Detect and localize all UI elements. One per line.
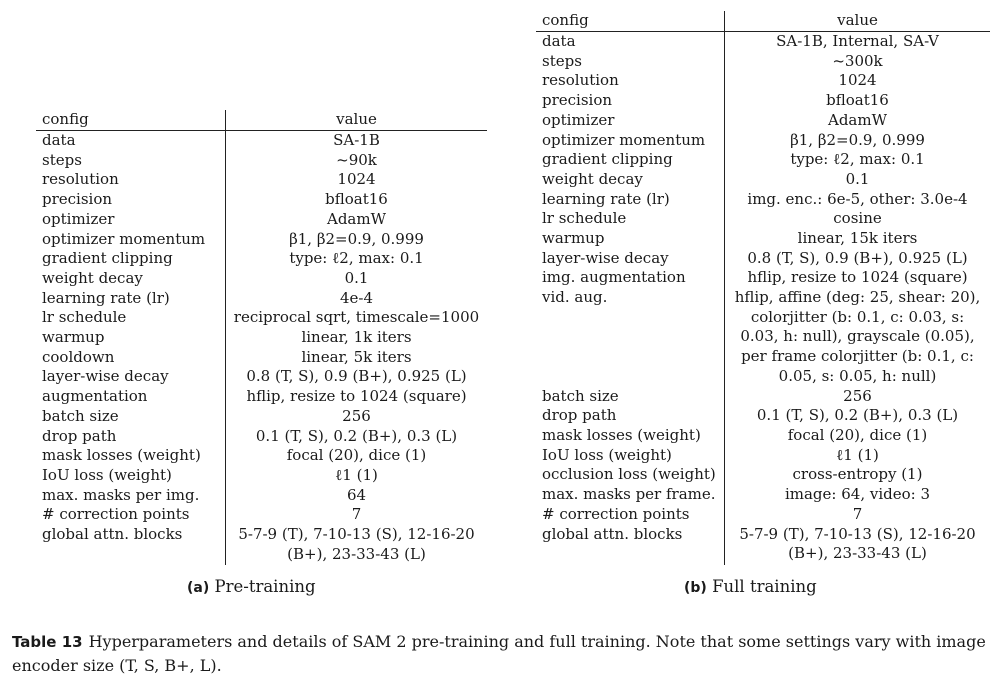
config-cell: gradient clipping <box>42 249 173 268</box>
value-cell: reciprocal sqrt, timescale=1000 <box>233 308 480 327</box>
table-number: Table 13 <box>12 633 83 651</box>
value-cell: 0.05, s: 0.05, h: null) <box>778 366 937 385</box>
config-cell: warmup <box>542 229 605 247</box>
table-row <box>536 426 990 446</box>
table-row <box>36 348 487 368</box>
table-row <box>36 505 487 525</box>
table-row <box>36 427 487 447</box>
table-row <box>36 151 487 171</box>
config-cell: IoU loss (weight) <box>542 445 672 464</box>
value-cell: hflip, resize to 1024 (square) <box>246 387 467 406</box>
table-row <box>36 466 487 486</box>
config-cell: precision <box>42 190 113 209</box>
config-cell: optimizer <box>542 110 615 129</box>
table-row <box>36 249 487 269</box>
config-cell: IoU loss (weight) <box>42 465 172 484</box>
value-cell: per frame colorjitter (b: 0.1, c: <box>741 347 974 366</box>
header-config: config <box>42 110 89 128</box>
table-row <box>536 91 990 111</box>
value-cell: 0.8 (T, S), 0.9 (B+), 0.925 (L) <box>246 367 467 386</box>
table-row <box>36 486 487 506</box>
table-row <box>536 170 990 190</box>
table-row <box>536 71 990 91</box>
value-cell: hflip, resize to 1024 (square) <box>747 268 968 287</box>
value-cell: 0.1 (T, S), 0.2 (B+), 0.3 (L) <box>756 406 959 425</box>
value-cell: 4e-4 <box>339 288 374 307</box>
value-cell: linear, 15k iters <box>797 229 918 247</box>
table-row <box>36 407 487 427</box>
table-row <box>536 465 990 485</box>
config-cell: # correction points <box>542 504 690 523</box>
table-row <box>536 52 990 72</box>
table-row <box>536 387 990 407</box>
value-cell: cosine <box>833 209 882 228</box>
value-cell: colorjitter (b: 0.1, c: 0.03, s: <box>750 307 965 326</box>
table-header <box>536 11 990 31</box>
config-cell: cooldown <box>42 347 115 366</box>
config-cell: steps <box>42 150 82 169</box>
table-row <box>536 485 990 505</box>
header-config: config <box>542 11 589 29</box>
config-cell: vid. aug. <box>542 288 608 307</box>
value-cell: image: 64, video: 3 <box>784 485 931 504</box>
subcaption-a-label: (a) <box>187 580 210 596</box>
value-cell: 64 <box>346 485 367 504</box>
table-row <box>536 406 990 426</box>
config-cell: mask losses (weight) <box>42 446 201 465</box>
subcaption-a <box>187 577 316 596</box>
config-cell: layer-wise decay <box>42 367 169 386</box>
value-cell: 5-7-9 (T), 7-10-13 (S), 12-16-20 <box>739 524 976 543</box>
value-cell: ℓ1 (1) <box>335 465 378 484</box>
value-cell: ~90k <box>336 150 377 169</box>
table-row <box>536 288 990 387</box>
config-cell: lr schedule <box>42 308 127 327</box>
header-value: value <box>837 11 878 29</box>
subcaption-b-text: Full training <box>712 577 817 596</box>
value-cell: 5-7-9 (T), 7-10-13 (S), 12-16-20 <box>238 525 475 543</box>
table-row <box>536 209 990 229</box>
config-cell: weight decay <box>542 169 643 188</box>
caption-text: Hyperparameters and details of SAM 2 pre-training and full training. Note that some settings vary with image encoder size (T, S, B+, L). <box>12 632 986 675</box>
value-cell: linear, 5k iters <box>301 347 412 366</box>
value-cell: 1024 <box>337 170 376 189</box>
table-row <box>536 525 990 564</box>
table-caption <box>12 630 997 678</box>
table-row <box>36 269 487 289</box>
table-row <box>36 308 487 328</box>
config-cell: img. augmentation <box>542 268 686 287</box>
config-cell: data <box>542 32 576 50</box>
config-cell: precision <box>542 91 613 110</box>
table-row <box>536 150 990 170</box>
config-cell: occlusion loss (weight) <box>542 465 716 484</box>
config-cell: max. masks per frame. <box>542 485 716 504</box>
table-row <box>36 367 487 387</box>
table-row <box>536 446 990 466</box>
value-cell: (B+), 23-33-43 (L) <box>788 544 927 563</box>
header-value: value <box>336 110 377 128</box>
value-cell: bfloat16 <box>826 91 889 110</box>
config-cell: drop path <box>542 406 617 425</box>
value-cell: focal (20), dice (1) <box>787 426 928 444</box>
table-row <box>36 170 487 190</box>
subcaption-b <box>684 577 817 596</box>
table-header <box>36 110 487 130</box>
table-row <box>36 210 487 230</box>
config-cell: optimizer <box>42 209 115 228</box>
config-cell: augmentation <box>42 387 148 406</box>
config-cell: steps <box>542 51 582 70</box>
table-row <box>536 505 990 525</box>
config-cell: resolution <box>542 71 619 90</box>
table-row <box>536 229 990 249</box>
table-row <box>36 446 487 466</box>
full-training-table <box>536 11 990 565</box>
value-cell: 0.1 (T, S), 0.2 (B+), 0.3 (L) <box>255 426 458 445</box>
value-cell: bfloat16 <box>325 190 388 209</box>
value-cell: 7 <box>852 504 863 523</box>
value-cell: β1, β2=0.9, 0.999 <box>790 130 925 149</box>
table-row <box>36 230 487 250</box>
config-cell: drop path <box>42 426 117 445</box>
subcaption-b-label: (b) <box>684 580 707 596</box>
value-cell: ~300k <box>832 51 883 70</box>
config-cell: optimizer momentum <box>542 130 706 149</box>
value-cell: 256 <box>843 386 872 405</box>
config-cell: mask losses (weight) <box>542 426 701 444</box>
table-row <box>36 289 487 309</box>
value-cell: 7 <box>351 505 362 524</box>
table-row <box>536 249 990 269</box>
config-cell: batch size <box>42 406 119 425</box>
config-cell: # correction points <box>42 505 190 524</box>
config-cell: learning rate (lr) <box>542 189 670 208</box>
value-cell: img. enc.: 6e-5, other: 3.0e-4 <box>747 189 968 208</box>
table-row <box>36 387 487 407</box>
value-cell: cross-entropy (1) <box>792 465 923 484</box>
table-row <box>36 190 487 210</box>
config-cell: layer-wise decay <box>542 248 669 267</box>
value-cell: 256 <box>342 406 371 425</box>
config-cell: data <box>42 131 76 149</box>
value-cell: 1024 <box>838 71 877 90</box>
value-cell: focal (20), dice (1) <box>286 446 427 465</box>
config-cell: warmup <box>42 328 105 346</box>
table-row <box>36 328 487 348</box>
subcaption-a-text: Pre-training <box>214 577 316 596</box>
value-cell: 0.03, h: null), grayscale (0.05), <box>740 327 975 346</box>
value-cell: type: ℓ2, max: 0.1 <box>790 150 925 169</box>
value-cell: AdamW <box>827 110 888 129</box>
config-cell: gradient clipping <box>542 150 673 169</box>
value-cell: SA-1B <box>333 131 380 149</box>
config-cell: resolution <box>42 170 119 189</box>
config-cell: batch size <box>542 386 619 405</box>
value-cell: 0.1 <box>344 268 369 287</box>
value-cell: SA-1B, Internal, SA-V <box>776 32 939 50</box>
config-cell: global attn. blocks <box>542 524 683 543</box>
value-cell: 0.1 <box>845 169 870 188</box>
value-cell: AdamW <box>326 209 387 228</box>
config-cell: learning rate (lr) <box>42 288 170 307</box>
value-cell: ℓ1 (1) <box>836 445 879 464</box>
config-cell: optimizer momentum <box>42 229 206 248</box>
config-cell: global attn. blocks <box>42 525 183 543</box>
table-row <box>536 111 990 131</box>
pretraining-table <box>36 110 487 565</box>
value-cell: 0.8 (T, S), 0.9 (B+), 0.925 (L) <box>747 248 968 267</box>
table-row <box>536 32 990 52</box>
value-cell: type: ℓ2, max: 0.1 <box>289 249 424 268</box>
value-cell: (B+), 23-33-43 (L) <box>287 544 426 563</box>
table-row <box>536 190 990 210</box>
value-cell: hflip, affine (deg: 25, shear: 20), <box>734 288 981 307</box>
table-row <box>536 268 990 288</box>
table-row <box>36 131 487 151</box>
table-row <box>536 131 990 151</box>
value-cell: β1, β2=0.9, 0.999 <box>289 229 424 248</box>
config-cell: lr schedule <box>542 209 627 228</box>
config-cell: weight decay <box>42 268 143 287</box>
value-cell: linear, 1k iters <box>301 328 412 346</box>
table-row <box>36 525 487 564</box>
config-cell: max. masks per img. <box>42 485 200 504</box>
